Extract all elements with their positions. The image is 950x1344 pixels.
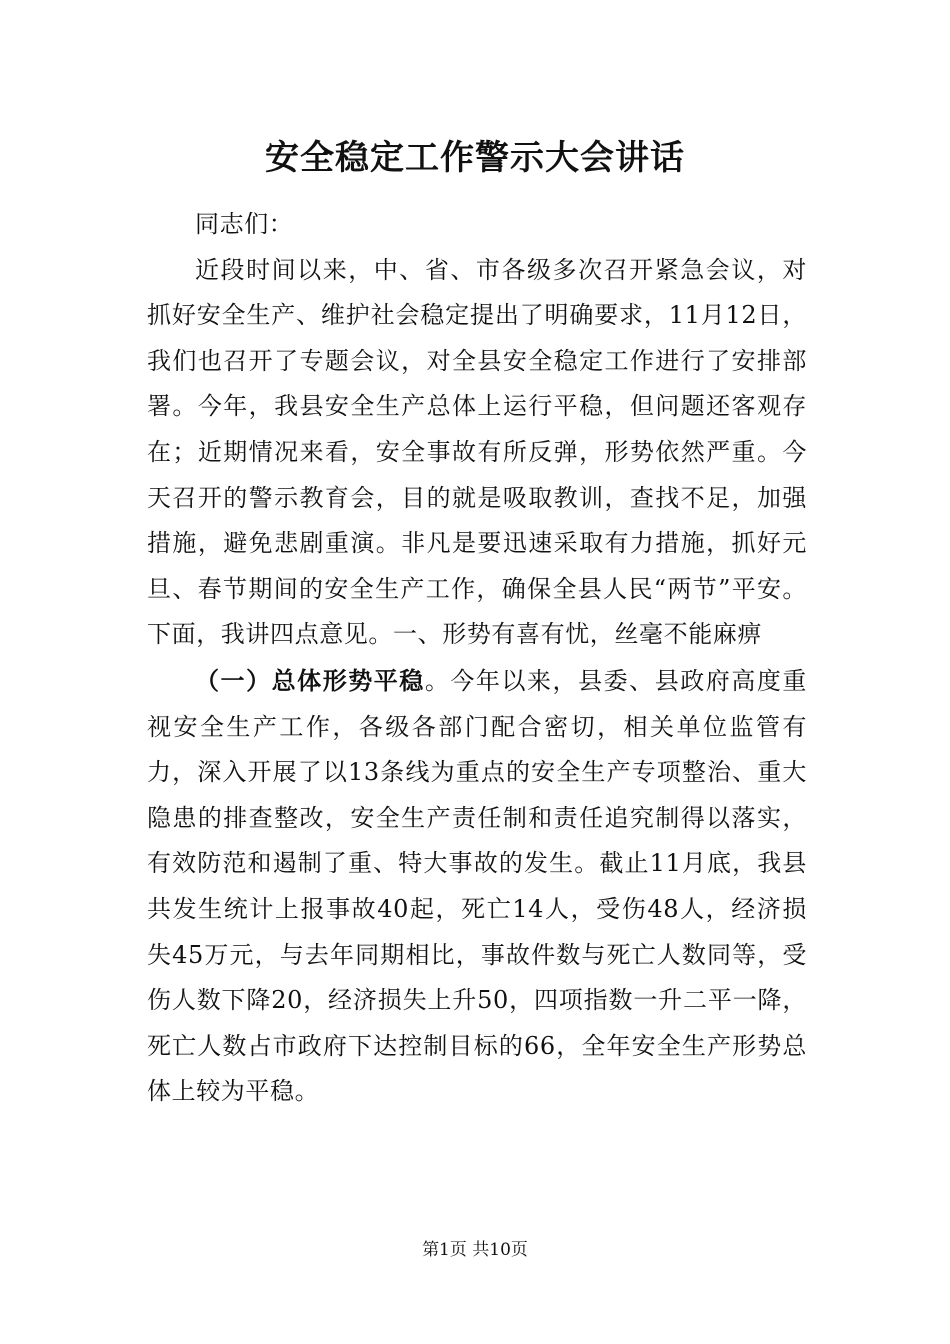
paragraph-text: 。今年以来，县委、县政府高度重视安全生产工作，各级各部门配合密切，相关单位监管有力，深入开展了以13条线为重点的安全生产专项整治、重大隐患的排查整改，安全生产责任制和责任追究制得以落实，有效防范和遏制了重、特大事故的发生。截止11月底，我县共发生统计上报事故40起，死亡14人，受伤48人，经济损失45万元，与去年同期相比，事故件数与死亡人数同等，受伤人数下降20，经济损失上升50，四项指数一升二平一降，死亡人数占市政府下达控制目标的66，全年安全生产形势总体上较为平稳。 <box>147 666 808 1106</box>
paragraph-overall-situation <box>147 658 807 1115</box>
paragraph-intro: 近段时间以来，中、省、市各级多次召开紧急会议，对抓好安全生产、维护社会稳定提出了明确要求，11月12日，我们也召开了专题会议，对全县安全稳定工作进行了安排部署。今年，我县安全生产总体上运行平稳，但问题还客观存在；近期情况来看，安全事故有所反弹，形势依然严重。今天召开的警示教育会，目的就是吸取教训，查找不足，加强措施，避免悲剧重演。非凡是要迅速采取有力措施，抓好元旦、春节期间的安全生产工作，确保全县人民“两节”平安。下面，我讲四点意见。一、形势有喜有忧，丝毫不能麻痹 <box>147 255 807 649</box>
section-heading: （一）总体形势平稳 <box>195 665 425 695</box>
document-body <box>147 202 807 1115</box>
salutation: 同志们： <box>195 210 294 238</box>
page-number-footer: 第1页 共10页 <box>422 1240 528 1260</box>
document-title: 安全稳定工作警示大会讲话 <box>265 138 685 178</box>
